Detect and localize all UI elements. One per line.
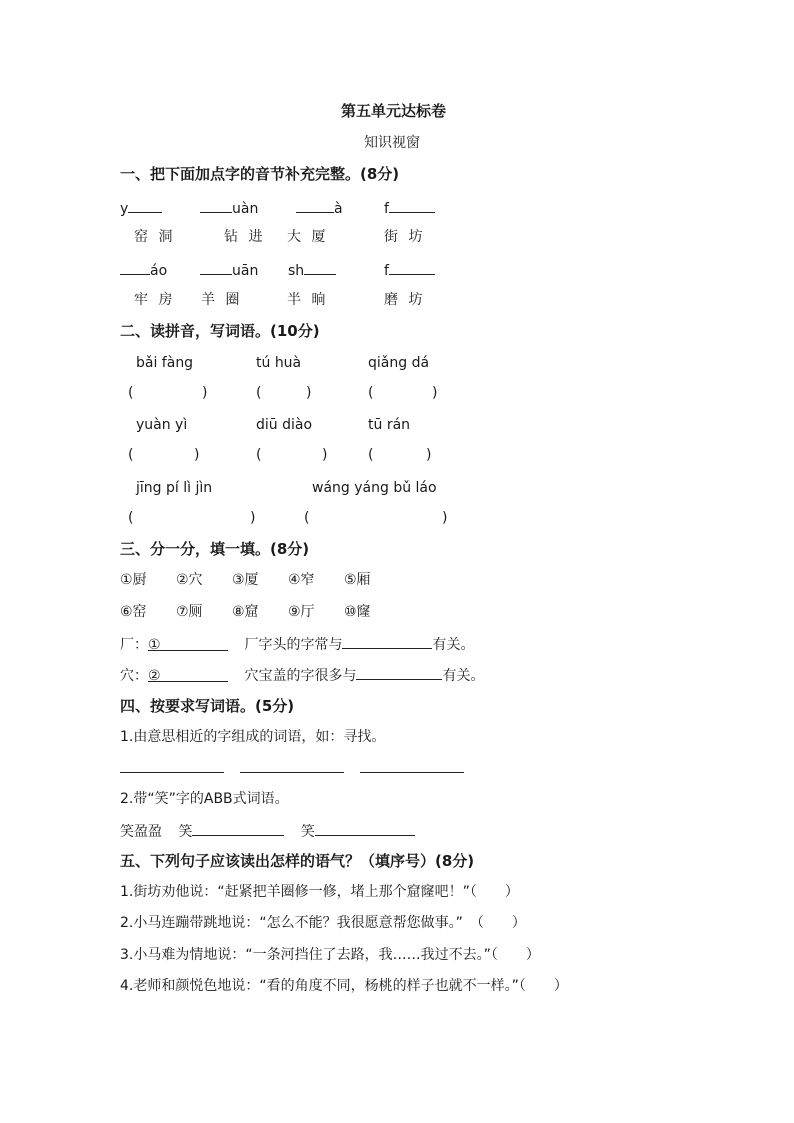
- blank-line[interactable]: [120, 260, 150, 275]
- char-option-3: ③厦: [232, 572, 259, 588]
- pinyin-3: qiǎng dá: [368, 355, 430, 371]
- pinyin-blank-2: uàn: [200, 198, 258, 218]
- pinyin-6: tū rán: [368, 417, 411, 433]
- word-5: 牢 房: [134, 292, 176, 308]
- pinyin-8: wáng yáng bǔ láo: [312, 480, 437, 496]
- question-4-1: 1.由意思相近的字组成的词语，如：寻找。: [120, 729, 386, 745]
- answer-line-1[interactable]: [120, 772, 224, 773]
- answer-paren-7-open: (: [128, 510, 134, 526]
- pinyin-blank-7: sh: [288, 260, 336, 280]
- classify-line-1: 厂：① 厂字头的字常与 有关。: [120, 634, 474, 654]
- abb-blank-1[interactable]: [192, 821, 284, 836]
- page-subtitle: 知识视窗: [364, 135, 420, 151]
- classify-line-2: 穴：② 穴宝盖的字很多与 有关。: [120, 665, 484, 685]
- question-4-2: 2.带“笑”字的ABB式词语。: [120, 791, 289, 807]
- answer-paren-7-close: ): [250, 510, 256, 526]
- char-option-8: ⑧窟: [232, 604, 259, 620]
- answer-paren-3-open: (: [368, 385, 374, 401]
- blank-line[interactable]: [296, 198, 334, 213]
- char-option-10: ⑩窿: [344, 604, 371, 620]
- answer-paren-8-open: (: [304, 510, 310, 526]
- abb-blank-2[interactable]: [315, 821, 415, 836]
- blank-line[interactable]: [200, 260, 232, 275]
- pinyin-4: yuàn yì: [136, 417, 188, 433]
- word-2: 钻 进: [224, 229, 266, 245]
- blank-line[interactable]: [389, 198, 435, 213]
- char-option-6: ⑥窑: [120, 604, 147, 620]
- section-5-heading: 五、下列句子应该读出怎样的语气？（填序号）(8分): [120, 852, 475, 870]
- pinyin-7: jīng pí lì jìn: [136, 480, 213, 496]
- section-2-heading: 二、读拼音，写词语。(10分): [120, 322, 320, 340]
- abb-example: 笑盈盈: [120, 824, 162, 840]
- pinyin-blank-8: f: [384, 260, 435, 280]
- word-8: 磨 坊: [384, 292, 426, 308]
- tone-question-2: 2.小马连蹦带跳地说：“怎么不能？我很愿意帮您做事。” （ ）: [120, 915, 526, 931]
- blank-line[interactable]: [128, 198, 162, 213]
- section-3-heading: 三、分一分，填一填。(8分): [120, 540, 310, 558]
- abb-example-line: 笑盈盈 笑 笑: [120, 821, 415, 841]
- char-option-2: ②穴: [176, 572, 203, 588]
- classify-blank-1[interactable]: [342, 634, 432, 649]
- tone-question-3: 3.小马难为情地说：“一条河挡住了去路，我……我过不去。”（ ）: [120, 947, 540, 963]
- answer-paren-1-open: (: [128, 385, 134, 401]
- word-4: 街 坊: [384, 229, 426, 245]
- answer-paren-5-open: (: [256, 447, 262, 463]
- answer-paren-1-close: ): [202, 385, 208, 401]
- answer-line-3[interactable]: [360, 772, 464, 773]
- word-3: 大 厦: [287, 229, 329, 245]
- answer-paren-2-open: (: [256, 385, 262, 401]
- pinyin-blank-1: y: [120, 198, 162, 218]
- classify-answer-1[interactable]: ①: [148, 636, 228, 651]
- answer-paren-8-close: ): [442, 510, 448, 526]
- char-option-4: ④窄: [288, 572, 315, 588]
- answer-paren-5-close: ): [322, 447, 328, 463]
- word-6: 羊 圈: [201, 292, 243, 308]
- pinyin-1: bǎi fàng: [136, 355, 194, 371]
- answer-paren-6-close: ): [426, 447, 432, 463]
- char-option-1: ①厨: [120, 572, 147, 588]
- answer-paren-4-close: ): [194, 447, 200, 463]
- answer-line-2[interactable]: [240, 772, 344, 773]
- pinyin-blank-6: uān: [200, 260, 258, 280]
- section-1-heading: 一、把下面加点字的音节补充完整。(8分): [120, 165, 400, 183]
- char-option-9: ⑨厅: [288, 604, 315, 620]
- blank-line[interactable]: [200, 198, 232, 213]
- tone-question-4: 4.老师和颜悦色地说：“看的角度不同，杨桃的样子也就不一样。”（ ）: [120, 978, 568, 994]
- page-title: 第五单元达标卷: [341, 102, 447, 120]
- classify-answer-2[interactable]: ②: [148, 667, 228, 682]
- char-option-7: ⑦厕: [176, 604, 203, 620]
- blank-line[interactable]: [389, 260, 435, 275]
- section-4-heading: 四、按要求写词语。(5分): [120, 697, 295, 715]
- tone-question-1: 1.街坊劝他说：“赶紧把羊圈修一修，堵上那个窟窿吧！”（ ）: [120, 884, 519, 900]
- answer-paren-6-open: (: [368, 447, 374, 463]
- word-1: 窑 洞: [134, 229, 176, 245]
- answer-paren-2-close: ): [306, 385, 312, 401]
- answer-paren-4-open: (: [128, 447, 134, 463]
- answer-paren-3-close: ): [432, 385, 438, 401]
- pinyin-2: tú huà: [256, 355, 302, 371]
- pinyin-blank-3: à: [296, 198, 343, 218]
- pinyin-blank-5: áo: [120, 260, 167, 280]
- word-7: 半 晌: [287, 292, 329, 308]
- pinyin-blank-4: f: [384, 198, 435, 218]
- blank-line[interactable]: [304, 260, 336, 275]
- classify-blank-2[interactable]: [356, 665, 442, 680]
- char-option-5: ⑤厢: [344, 572, 371, 588]
- pinyin-5: diū diào: [256, 417, 313, 433]
